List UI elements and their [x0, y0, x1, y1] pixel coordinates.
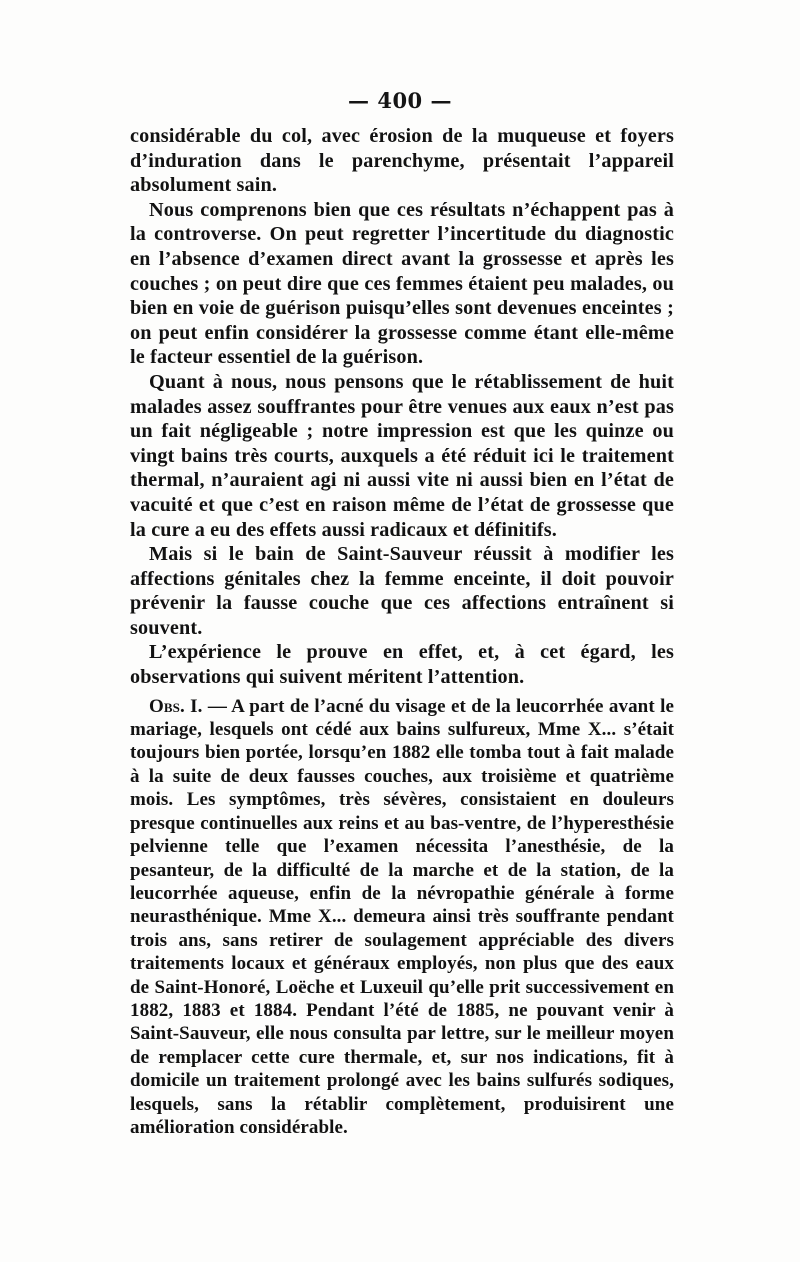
- observation-paragraph: [130, 695, 674, 1140]
- body-text: [130, 124, 674, 1158]
- observation-text: — A part de l’acné du visage et de la leucorrhée avant le mariage, lesquels ont cédé aux bains sulfureux, Mme X... s’était toujours bien portée, lorsqu’en 1882 elle tomba tout à fait malade à la suite de deux fausses couches, aux troisième et quatrième mois. Les symptômes, très sévères, consistaient en douleurs presque continuelles aux reins et au bas-ventre, de l’hyperesthésie pelvienne telle que l’examen nécessita l’anesthésie, de la pesanteur, de la difficulté de la marche et de la station, de la leucorrhée aqueuse, enfin de la névropathie générale à forme neurasthénique. Mme X... demeura ainsi très souffrante pendant trois ans, sans retirer de soulagement appréciable des divers traitements locaux et généraux employés, non plus que des eaux de Saint-Honoré, Loëche et Luxeuil qu’elle prit successivement en 1882, 1883 et 1884. Pendant l’été de 1885, ne pouvant venir à Saint-Sauveur, elle nous consulta par lettre, sur le meilleur moyen de remplacer cette cure thermale, et, sur nos indications, fit à domicile un traitement prolongé avec les bains sulfurés sodiques, lesquels, sans la rétablir complètement, produisirent une amélioration considérable.: [130, 695, 675, 1138]
- page-number-header: — 400 —: [348, 88, 452, 113]
- paragraph-saint-sauveur: Mais si le bain de Saint-Sauveur réussit à modifier les affections génitales chez la femme enceinte, il doit pouvoir prévenir la fausse couche que ces affections entraînent si souvent.: [130, 543, 674, 639]
- observation-label: Obs. I.: [149, 695, 203, 717]
- paragraph-experience: L’expérience le prouve en effet, et, à cet égard, les observations qui suivent méritent l’attention.: [130, 641, 674, 689]
- paragraph-controverse: Nous comprenons bien que ces résultats n’échappent pas à la controverse. On peut regretter l’incertitude du diagnostic en l’absence d’examen direct avant la grossesse et après les couches ; on peut dire que ces femmes étaient peu malades, ou bien en voie de guérison puisqu’elles sont devenues enceintes ; on peut enfin considérer la grossesse comme étant elle-même le facteur essentiel de la guérison.: [130, 198, 674, 369]
- paragraph-quant-a-nous: Quant à nous, nous pensons que le rétablissement de huit malades assez souffrantes pour être venues aux eaux n’est pas un fait négligeable ; notre impression est que les quinze ou vingt bains très courts, auxquels a été réduit ici le traitement thermal, n’auraient agi ni aussi vite ni aussi bien en l’état de vacuité et que c’est en raison même de l’état de grossesse que la cure a eu des effets aussi radicaux et définitifs.: [130, 370, 674, 541]
- paragraph-continuation: considérable du col, avec érosion de la muqueuse et foyers d’induration dans le parenchyme, présentait l’appareil absolument sain.: [130, 125, 674, 197]
